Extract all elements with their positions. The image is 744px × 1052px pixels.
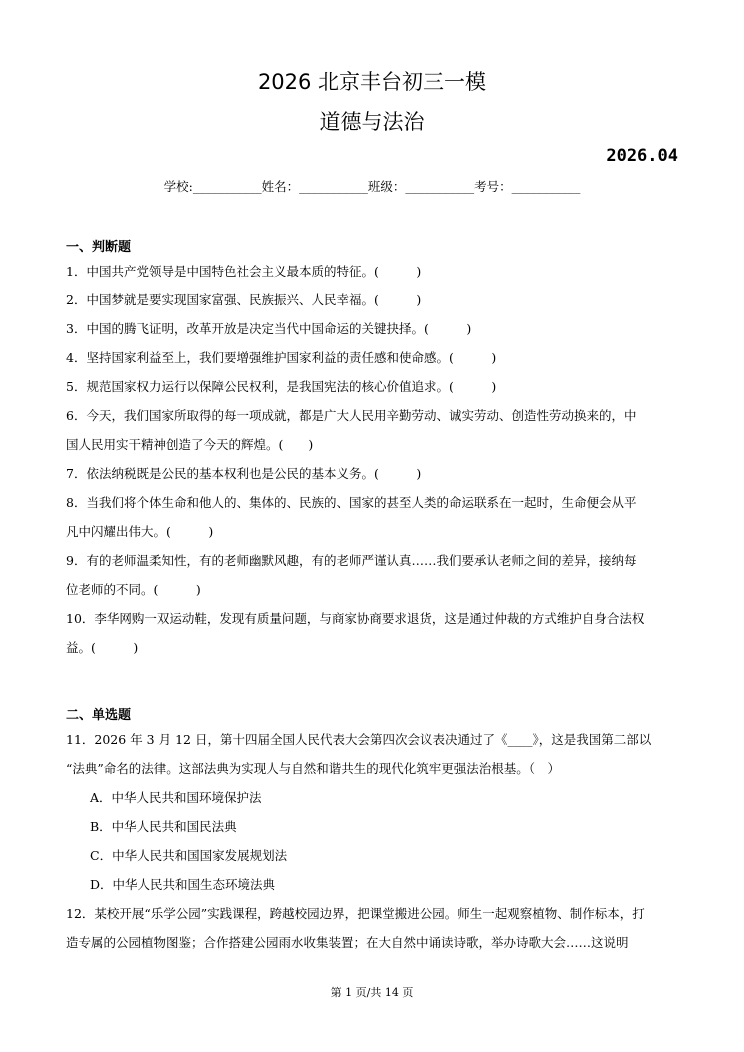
option-b: B．中华人民共和国民法典 (90, 819, 237, 834)
question-line: 9．有的老师温柔知性，有的老师幽默风趣，有的老师严谨认真……我们要承认老师之间的差异，接纳每 (66, 553, 637, 568)
option-d: D．中华人民共和国生态环境法典 (90, 877, 276, 892)
page-number: 第 1 页/共 14 页 (330, 986, 414, 999)
question-line: 3．中国的腾飞证明，改革开放是决定当代中国命运的关键抉择。( ) (66, 321, 472, 336)
question-line: 位老师的不同。( ) (66, 582, 201, 597)
question-line: 1．中国共产党领导是中国特色社会主义最本质的特征。( ) (66, 264, 422, 279)
option-a: A．中华人民共和国环境保护法 (90, 790, 262, 805)
section-heading-judgement: 一、判断题 (66, 240, 132, 255)
question-line: 益。( ) (66, 640, 139, 655)
question-line: 5．规范国家权力运行以保障公民权利，是我国宪法的核心价值追求。( ) (66, 379, 497, 394)
question-line: 4．坚持国家利益至上，我们要增强维护国家利益的责任感和使命感。( ) (66, 350, 497, 365)
student-info-line: 学校:___________姓名：___________班级：___________考号：___________ (163, 179, 581, 194)
question-line: 6．今天，我们国家所取得的每一项成就，都是广大人民用辛勤劳动、诚实劳动、创造性劳动换来的，中 (66, 408, 637, 423)
question-line: 国人民用实干精神创造了今天的辉煌。( ) (66, 437, 314, 452)
question-line: “法典”命名的法律。这部法典为实现人与自然和谐共生的现代化筑牢更强法治根基。（ ） (66, 761, 561, 776)
exam-date: 2026.04 (606, 146, 678, 166)
exam-title: 2026 北京丰台初三一模 (257, 70, 487, 94)
question-line: 2．中国梦就是要实现国家富强、民族振兴、人民幸福。( ) (66, 292, 422, 307)
option-c: C．中华人民共和国国家发展规划法 (90, 848, 288, 863)
question-line: 7．依法纳税既是公民的基本权利也是公民的基本义务。( ) (66, 466, 422, 481)
question-line: 凡中闪耀出伟大。( ) (66, 524, 214, 539)
question-line: 12．某校开展“乐学公园”实践课程，跨越校园边界，把课堂搬进公园。师生一起观察植物、制作标本，打 (66, 906, 645, 921)
question-line: 8．当我们将个体生命和他人的、集体的、民族的、国家的甚至人类的命运联系在一起时，生命便会从平 (66, 495, 637, 510)
section-heading-single-choice: 二、单选题 (66, 708, 132, 723)
question-line: 11．2026 年 3 月 12 日，第十四届全国人民代表大会第四次会议表决通过了《____》，这是我国第二部以 (66, 732, 652, 747)
question-line: 10．李华网购一双运动鞋，发现有质量问题，与商家协商要求退货，这是通过仲裁的方式维护自身合法权 (66, 611, 645, 626)
exam-subject: 道德与法治 (319, 110, 425, 134)
question-line: 造专属的公园植物图鉴；合作搭建公园雨水收集装置；在大自然中诵读诗歌，举办诗歌大会……这说明 (66, 935, 629, 950)
